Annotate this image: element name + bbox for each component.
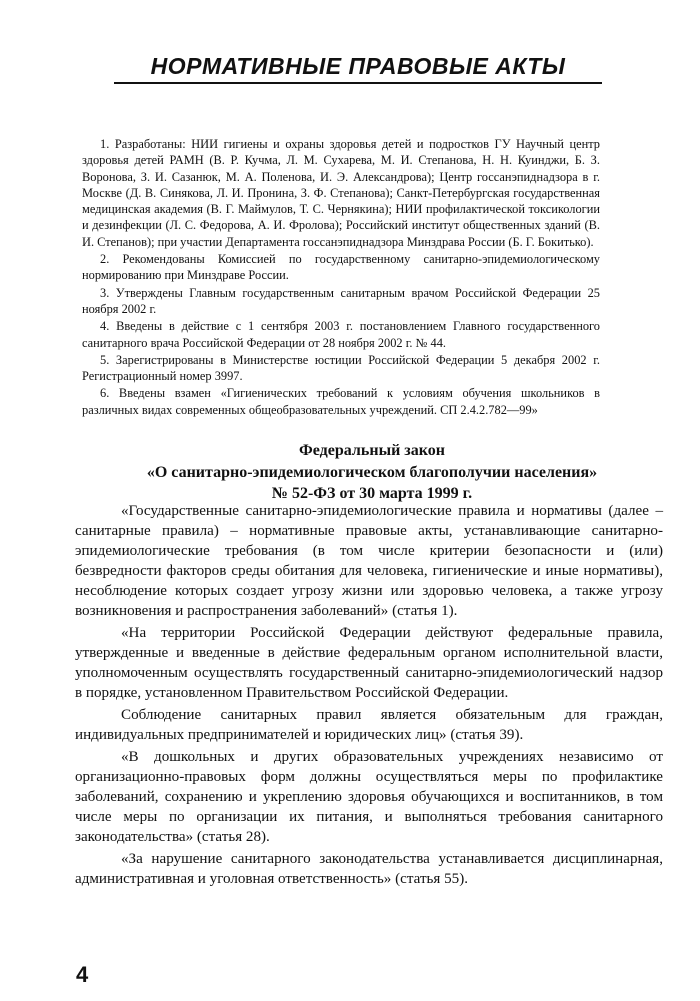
body-paragraph: «На территории Российской Федерации действуют федеральные правила, утвержденные и введенные в действие федеральным органом исполнительной власти, уполномоченным осуществлять государственный санитарно-эпидемиологический надзор в порядке, установленном Правительством Российской Федерации. (75, 625, 663, 701)
body-paragraph: «В дошкольных и других образовательных учреждениях независимо от организационно-правовых форм должны осуществляться меры по профилактике заболеваний, сохранению и укреплению здоровья обучающихся и воспитанников, в том числе меры по организации их питания, и выполняться требования санитарного законодательства» (статья 28). (75, 749, 663, 845)
law-excerpts (75, 501, 663, 891)
page-number: 4 (76, 962, 89, 987)
note-item: 2. Рекомендованы Комиссией по государственному санитарно-эпидемиологическому нормированию при Минздраве России. (82, 252, 600, 283)
running-header: НОРМАТИВНЫЕ ПРАВОВЫЕ АКТЫ (150, 53, 566, 79)
note-item: 4. Введены в действие с 1 сентября 2003 г. постановлением Главного государственного санитарного врача Российской Федерации от 28 ноября 2002 г. № 44. (82, 319, 600, 350)
law-title-line: № 52-ФЗ от 30 марта 1999 г. (271, 485, 473, 502)
note-item: 5. Зарегистрированы в Министерстве юстиции Российской Федерации 5 декабря 2002 г. Регистрационный номер 3997. (82, 352, 600, 384)
publication-notes (82, 136, 600, 419)
body-paragraph: «Государственные санитарно-эпидемиологические правила и нормативы (далее – санитарные правила) – нормативные правовые акты, устанавливающие санитарно-эпидемиологические требования (в том числе критерии безопасности и (или) безвредности факторов среды обитания для человека, гигиенические и иные нормативы), несоблюдение которых создает угрозу жизни или здоровью человека, а также угрозу возникновения и распространения заболеваний» (статья 1). (75, 503, 663, 619)
body-paragraph: Соблюдение санитарных правил является обязательным для граждан, индивидуальных предпринимателей и юридических лиц» (статья 39). (75, 707, 663, 743)
note-item: 6. Введены взамен «Гигиенических требований к условиям обучения школьников в различных видах современных общеобразовательных учреждений. СП 2.4.2.782—99» (82, 386, 600, 417)
law-title (82, 440, 662, 505)
body-paragraph: «За нарушение санитарного законодательства устанавливается дисциплинарная, административная и уголовная ответственность» (статья 55). (75, 851, 663, 887)
note-item: 1. Разработаны: НИИ гигиены и охраны здоровья детей и подростков ГУ Научный центр здоровья детей РАМН (В. Р. Кучма, Л. М. Сухарева, М. И. Степанова, Н. Н. Куинджи, Б. З. Воронова, З. И. Сазанюк, М. А. Поленова, И. Э. Александрова); Центр госсанэпиднадзора в г. Москве (Д. В. Синякова, Л. И. Пронина, З. Ф. Степанова); Санкт-Петербургская государственная медицинская академия (В. Г. Маймулов, Т. С. Чернякина); НИИ профилактической токсикологии и дезинфекции (Л. С. Федорова, А. И. Фролова); Российский институт общественных зданий (В. И. Степанов); при участии Департамента госсанэпиднадзора Минздрава России (Б. Г. Бокитько). (82, 137, 600, 249)
header-rule (114, 82, 602, 84)
law-title-line: Федеральный закон (299, 442, 445, 459)
note-item: 3. Утверждены Главным государственным санитарным врачом Российской Федерации 25 ноября 2002 г. (82, 285, 600, 316)
law-title-line: «О санитарно-эпидемиологическом благополучии населения» (146, 463, 598, 481)
